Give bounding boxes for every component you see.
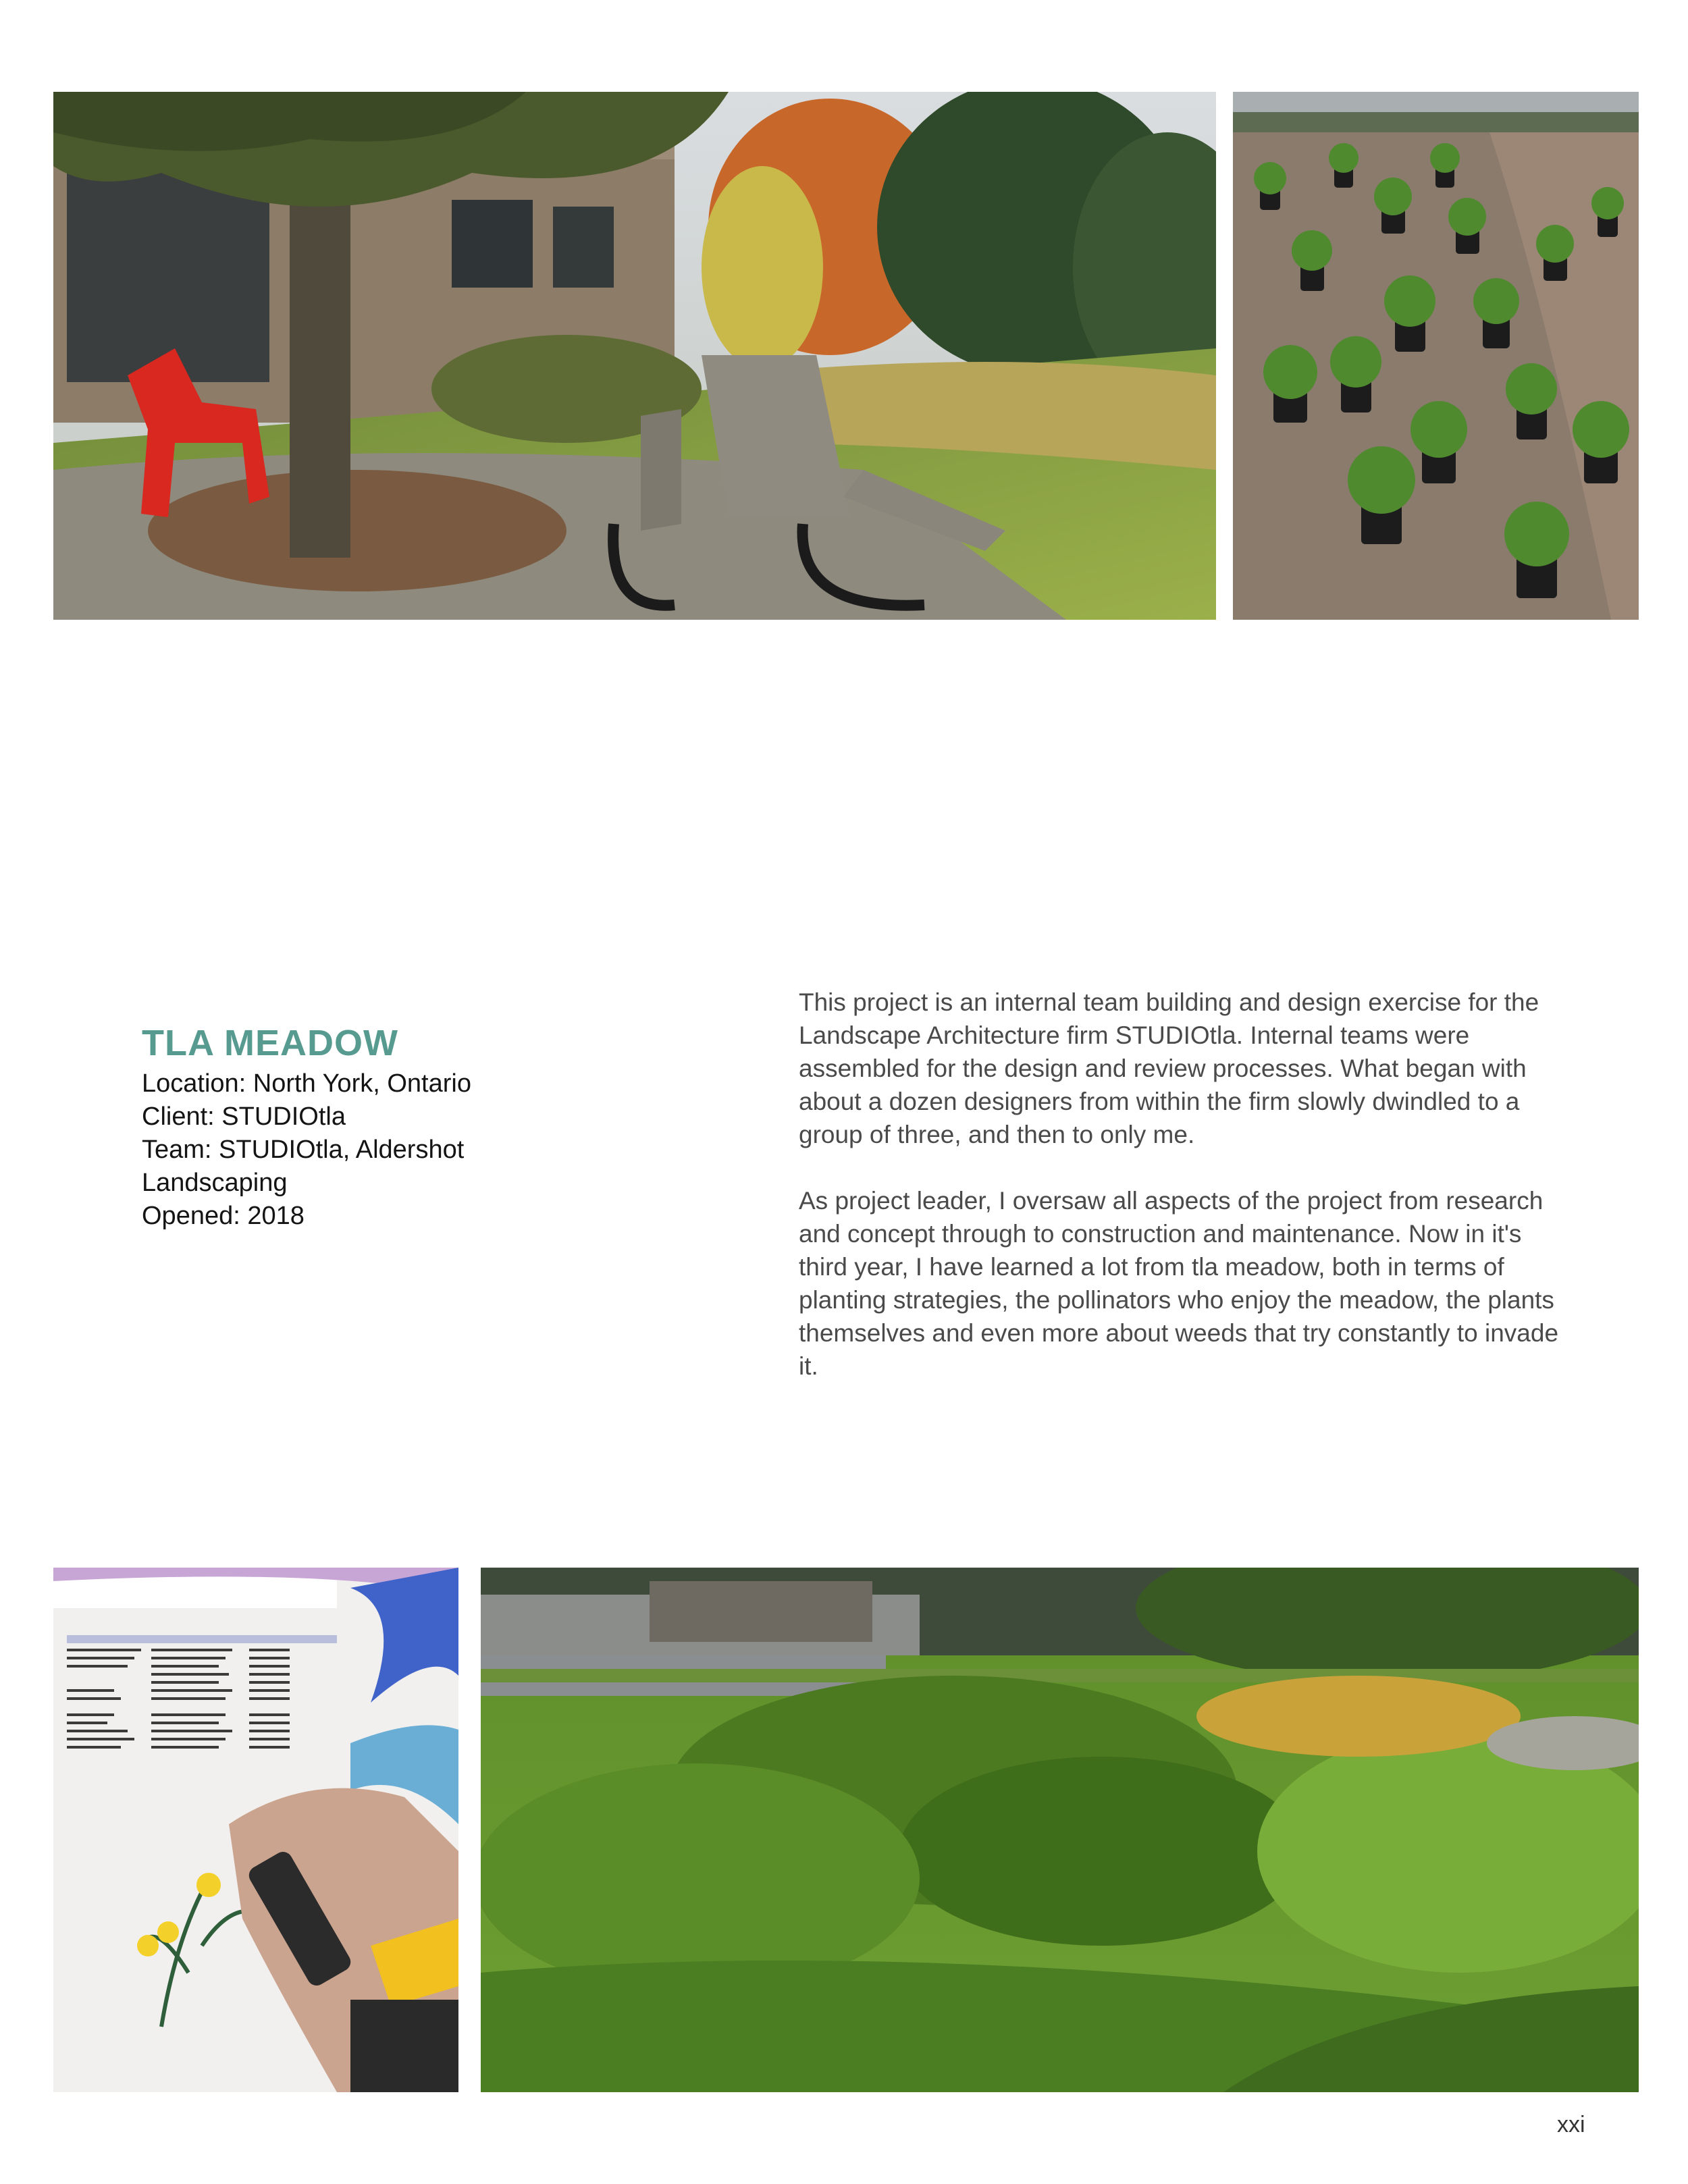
project-info — [142, 1023, 614, 1233]
page-number: xxi — [1557, 2112, 1585, 2137]
project-title: TLA MEADOW — [142, 1023, 398, 1063]
project-location: Location: North York, Ontario — [142, 1069, 471, 1098]
courtyard-photo — [53, 92, 1216, 620]
project-team-continued: Landscaping — [142, 1169, 288, 1197]
project-description — [799, 986, 1575, 1416]
description-paragraph-1: This project is an internal team building and design exercise for the Landscape Architecture firm STUDIOtla. Internal teams were assembled for the design and review processes. What began with about a dozen designers from within the firm slowly dwindled to a group of three, and then to only me. — [799, 988, 1539, 1148]
description-paragraph-2: As project leader, I oversaw all aspects of the project from research and concept through to construction and maintenance. Now in it's third year, I have learned a lot from tla meadow, both in terms of planting strategies, the pollinators who enjoy the meadow, the plants themselves and even more about weeds that try constantly to invade it. — [799, 1187, 1559, 1380]
potted-plants-photo — [1233, 92, 1639, 620]
project-team: Team: STUDIOtla, Aldershot — [142, 1136, 465, 1164]
project-opened: Opened: 2018 — [142, 1202, 305, 1230]
drawing-photo — [53, 1568, 458, 2092]
meadow-photo — [481, 1568, 1639, 2092]
project-client: Client: STUDIOtla — [142, 1102, 346, 1131]
